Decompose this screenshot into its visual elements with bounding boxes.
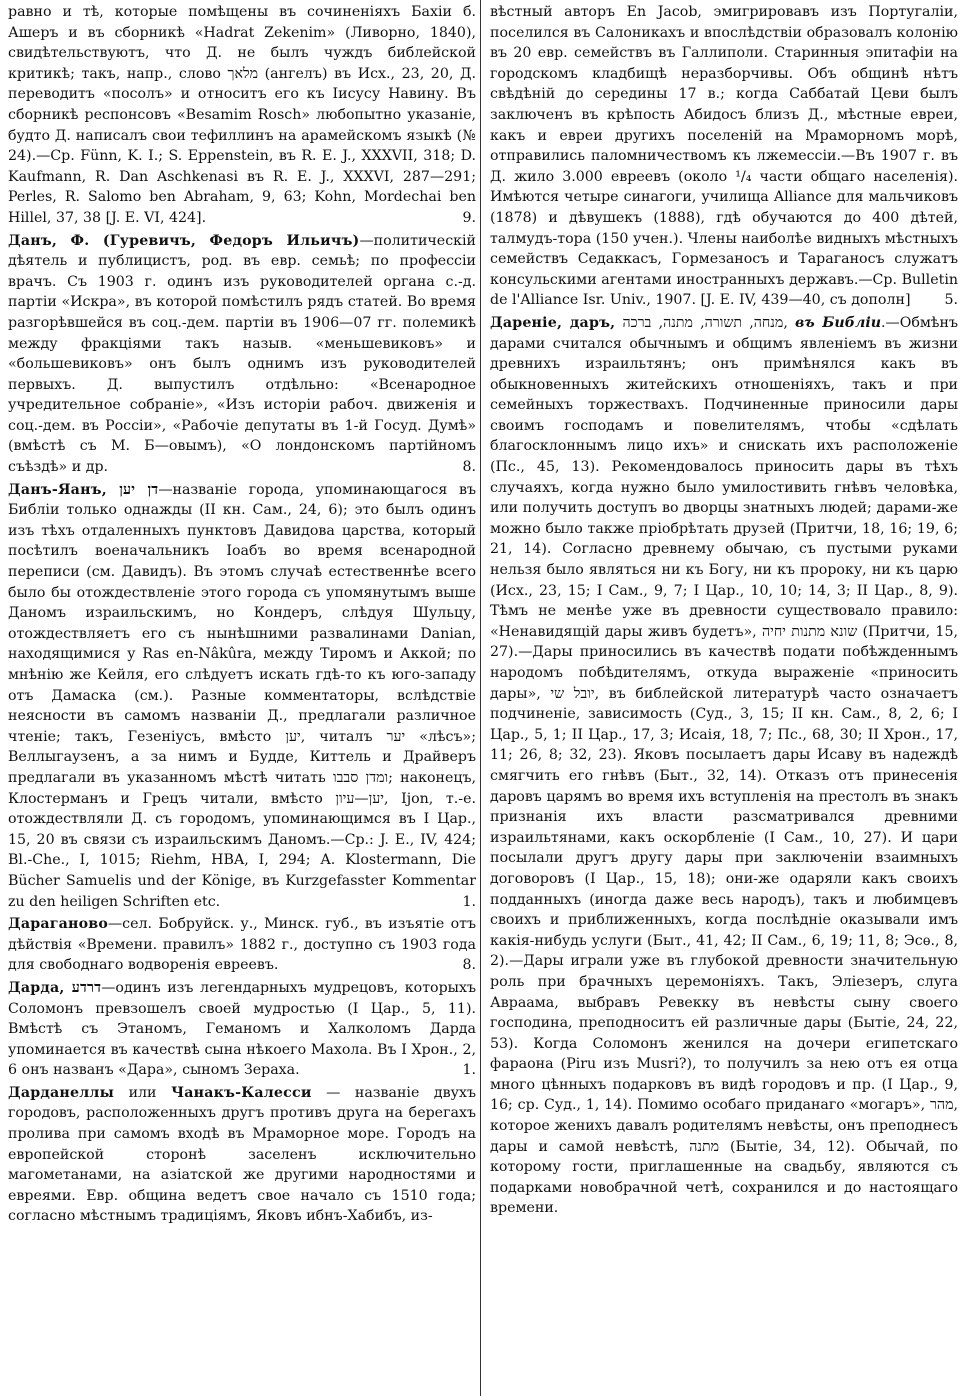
entry-headword: Данъ, Ф. (Гуревичъ, Федоръ Ильичъ) — [8, 232, 360, 249]
entry-headword: Дареніе, даръ, — [490, 314, 616, 331]
entry-headword: Дарда, דרדע — [8, 979, 102, 996]
entry-section-label: въ Библіи — [795, 314, 882, 331]
entry-text: —сел. Бобруйск. у., Минск. губ., въ изъятіе отъ дѣйствія «Времени. правилъ» 1882 г., доступно съ 1903 года для свободнаго водворенія евреевъ. — [8, 916, 476, 974]
entry-headword: Дарданеллы — [8, 1084, 115, 1101]
entry-text: —политическій дѣятель и публицистъ, род. въ евр. семьѣ; по профессіи врачъ. Съ 1903 г. одинъ изъ руководителей органа с.-д. партіи «Искра», въ которой помѣстилъ рядъ статей. Во время разгорѣвшейся въ соц.-дем. партіи въ 1906—07 гг. полемикѣ между фракціями такъ назыв. «меньшевиковъ» и «большевиковъ» онъ былъ однимъ изъ руководителей первыхъ. Д. выпустилъ отдѣльно: «Всенародное учредительное собраніе», «Изъ исторіи рабоч. движенія и соц.-дем. въ Россіи», «Рабочіе депутаты въ 1-й Госуд. Думѣ» (вмѣстѣ съ М. Б—овымъ), «О лондонскомъ партійномъ съѣздѣ» и др. — [8, 232, 476, 476]
continued-article-text: равно и тѣ, которые помѣщены въ сочиненіяхъ Бахіи б. Ашеръ и въ сборникѣ «Hadrat Zekenim» (Ливорно, 1840), свидѣтельствуютъ, что Д. не былъ чуждъ библейской критикѣ; такъ, напр., слово מלאך (ангелъ) въ Исх., 23, 20, Д. переводитъ «посолъ» и относитъ его къ Іисусу Навину. Въ сборникѣ респонсовъ «Besamim Rosch» любопытно указаніе, будто Д. написалъ свои тефиллинъ на арамейскомъ языкѣ (№ 24).—Ср. Fünn, K. I.; S. Eppenstein, въ R. E. J., XXXVII, 318; D. Kaufmann, R. Dan Aschkenasi въ R. E. J., XXXVI, 287—291; Perles, R. Salomo ben Abraham, 9, 63; Kohn, Mordechai ben Hillel, 37, 38 [J. E. VI, 424]. — [8, 4, 476, 226]
entry-dan-yaan — [8, 480, 476, 912]
author-signature: 8. — [462, 957, 476, 974]
left-column — [8, 2, 476, 1392]
entry-darda — [8, 978, 476, 1081]
entry-dardanelly — [8, 1083, 476, 1227]
author-signature: 1. — [462, 893, 476, 910]
right-column — [490, 2, 958, 1392]
author-signature: 8. — [462, 459, 476, 476]
entry-text: —одинъ изъ легендарныхъ мудрецовъ, которыхъ Соломонъ превзошелъ своей мудростью (I Цар., 5, 11). Вмѣстѣ съ Этаномъ, Геманомъ и Халколомъ Дарда упоминается въ качествѣ сына нѣкоего Махола. Въ I Хрон., 2, 6 онъ названъ «Дара», сыномъ Зераха. — [8, 979, 476, 1079]
entry-headword-alt: Чанакъ-Калесси — [171, 1084, 312, 1101]
entry-connector: или — [114, 1084, 172, 1101]
continued-article — [490, 2, 958, 311]
entry-text: —названіе города, упоминающагося въ Библіи только однажды (II кн. Сам., 24, 6); это былъ одинъ изъ тѣхъ отдаленныхъ пунктовъ Давидова царства, который посѣтилъ военачальникъ Іоабъ во время всенародной переписи (см. Давидъ). Въ этомъ случаѣ естественнѣе всего было бы отождествленіе этого города съ упомянутымъ выше Даномъ израильскимъ, но Кондеръ, слѣдуя Шульцу, отождествляетъ его съ нынѣшними развалинами Danian, находящимися у Ras en-Nâkûra, между Тиромъ и Аккой; по мнѣнію же Кейля, его слѣдуетъ искать гдѣ-то къ юго-западу отъ Дамаска (см.). Разные комментаторы, вслѣдствіе неясности въ самомъ названіи Д., предлагали различное чтеніе; такъ, Гезеніусъ, вмѣсто יען, читалъ יער «лѣсъ»; Веллыгаузенъ, а за нимъ и Будде, Киттель и Драйверъ предлагали въ указанномъ мѣстѣ читать ומדן סבבו; наконецъ, Клостерманъ и Грецъ читали, вмѣсто יען—עיון, Ijon, т.-е. отождествляли Д. съ городомъ, упоминающимся въ I Цар., 15, 20 въ связи съ израильскимъ Даномъ.—Ср.: J. E., IV, 424; Bl.-Che., I, 1015; Riehm, HBA, I, 294; A. Klostermann, Die Bücher Samuelis und der Könige, въ Kurzgefasster Kommentar zu den heiligen Schriften etc. — [8, 481, 476, 910]
author-signature: 9. — [462, 209, 476, 226]
author-signature: 5. — [944, 292, 958, 309]
column-divider — [480, 0, 481, 1396]
entry-headword: Дараганово — [8, 916, 108, 933]
entry-dan-f — [8, 231, 476, 478]
continued-article — [8, 2, 476, 229]
entry-hebrew-terms: מנחה, תשורה, מתנה, ברכה, — [615, 314, 796, 331]
author-signature: 1. — [462, 1062, 476, 1079]
continued-article-text: вѣстный авторъ En Jacob, эмигрировавъ изъ Португаліи, поселился въ Салоникахъ и впослѣдствіи образовалъ колонію въ 20 евр. семействъ въ Галлиполи. Старинныя эпитафіи на городскомъ кладбищѣ неразборчивы. Объ общинѣ нѣтъ свѣдѣній до середины 17 в.; когда Саббатай Цеви былъ заключенъ въ крѣпость Абидосъ близъ Д., мѣстные евреи, какъ и евреи другихъ поселеній на Мраморномъ морѣ, отправились паломничествомъ къ лжемессіи.—Въ 1907 г. въ Д. жило 3.000 евреевъ (около ¹/₄ части общаго населенія). Имѣются четыре синагоги, училища Alliance для мальчиковъ (1878) и дѣвушекъ (1888), гдѣ обучаются до 400 дѣтей, талмудъ-тора (150 учен.). Члены наиболѣе видныхъ мѣстныхъ семействъ Седаккасъ, Гормезаносъ и Тараганосъ служатъ консульскими агентами иностранныхъ державъ.—Ср. Bulletin de l'Alliance Isr. Univ., 1907. [J. E. IV, 439—40, съ дополн] — [490, 4, 958, 309]
entry-daraganovo — [8, 914, 476, 976]
entry-headword: Данъ-Яанъ, דן יען — [8, 481, 159, 498]
entry-text: — названіе двухъ городовъ, расположенныхъ другъ противъ друга на берегахъ пролива при самомъ входѣ въ Мраморное море. Городъ на европейской сторонѣ заселенъ исключительно магометанами, на азіатской же другими народностями и евреями. Евр. община ведетъ свое начало съ 1510 года; согласно мѣстнымъ традиціямъ, Яковъ ибнъ-Хабибъ, из- — [8, 1084, 476, 1225]
entry-text: .—Обмѣнъ дарами считался обычнымъ и общимъ явленіемъ въ жизни древнихъ израильтянъ; онъ примѣнялся какъ въ обыкновенныхъ житейскихъ отношеніяхъ, такъ и при семейныхъ торжествахъ. Подчиненные приносили дары своимъ господамъ и повелителямъ, чтобы «сдѣлать благосклоннымъ лицо ихъ» и снискать ихъ расположеніе (Пс., 45, 13). Рекомендовалось приносить дары въ тѣхъ случаяхъ, когда нужно было умилостивить гнѣвъ человѣка, или получить доступъ во дворцы знатныхъ людей; дарами-же можно было также пріобрѣтать друзей (Притчи, 18, 16; 19, 6; 21, 14). Согласно древнему обычаю, съ пустыми руками нельзя было являться ни къ Богу, ни къ пророку, ни къ царю (Исх., 23, 15; I Сам., 9, 7; I Цар., 10, 10; 14, 3; II Цар., 8, 9). Тѣмъ не менѣе уже въ древности существовало правило: «Ненавидящій дары живъ будетъ», שונא מתנות יחיה (Притчи, 15, 27).—Дары приносились въ качествѣ подати побѣжденнымъ народомъ побѣдителямъ, откуда выраженіе «приносить дары», יובל שי, въ библейской литературѣ часто означаетъ подчиненіе, зависимость (Суд., 3, 15; II кн. Сам., 8, 2, 6; I Цар., 5, 1; II Цар., 17, 3; Исаія, 18, 7; Пс., 68, 30; II Хрон., 17, 11; 26, 8; 32, 23). Яковъ посылаетъ дары Исаву въ надеждѣ смягчить его гнѣвъ (Быт., 32, 14). Отказъ отъ принесенія даровъ царямъ во время ихъ вступленія на престолъ въ знакъ признанія ихъ власти разсматривался древними израильтянами, какъ оскорбленіе (I Сам., 10, 27). И цари посылали другъ другу дары при заключеніи взаимныхъ договоровъ (I Цар., 15, 18); они-же одаряли какъ своихъ подданныхъ (иногда даже весь народъ), такъ и любимцевъ своихъ и приближенныхъ, когда послѣдніе оказывали имъ какія-нибудь услуги (Быт., 41, 42; II Сам., 6, 19; 11, 8; Эсѳ., 8, 2).—Дары играли уже въ глубокой древности значительную роль при брачныхъ церемоніяхъ. Такъ, Эліезеръ, слуга Авраама, выбравъ Ревекку въ невѣсты сыну своего господина, преподноситъ ей различные дары (Бытіе, 24, 22, 53). Когда Соломонъ женился на дочери египетскаго фараона (Piru изъ Musri?), то получилъ за нею отъ ея отца много цѣнныхъ подарковъ въ видѣ городовъ и пр. (I Цар., 9, 16; ср. Суд., 1, 14). Помимо особаго приданаго «могаръ», מהר, которое женихъ давалъ родителямъ невѣсты, онъ преподнесъ дары и самой невѣстѣ, מתנה (Бытіе, 34, 12). Обычай, по которому гости, приглашенные на свадьбу, являются съ подарками новобрачной четѣ, сохранился и до настоящаго времени. — [490, 314, 958, 1217]
entry-darenie — [490, 313, 958, 1219]
